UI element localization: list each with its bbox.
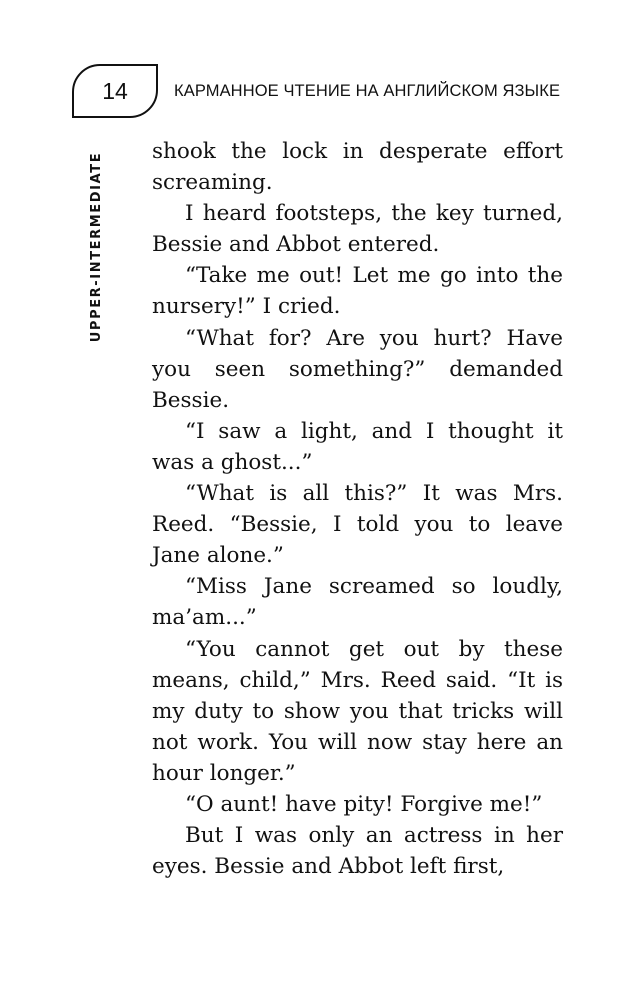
paragraph: “O aunt! have pity! Forgive me!”	[185, 791, 543, 817]
paragraph: “What is all this?” It was Mrs. Reed. “Bessie, I told you to leave Jane alone.”	[152, 481, 563, 569]
paragraph: “What for? Are you hurt? Have you seen something?” demanded Bessie.	[152, 325, 563, 413]
paragraph: “Take me out! Let me go into the nursery!” I cried.	[152, 263, 563, 320]
paragraph: shook the lock in desperate effort screaming.	[152, 139, 563, 196]
running-title: КАРМАННОЕ ЧТЕНИЕ НА АНГЛИЙСКОМ ЯЗЫКЕ	[174, 82, 561, 100]
paragraph: “Miss Jane screamed so loudly, ma’am...”	[152, 574, 563, 631]
page-number: 14	[102, 78, 128, 104]
level-label: UPPER-INTERMEDIATE	[89, 151, 104, 343]
paragraph: “I saw a light, and I thought it was a ghost...”	[152, 418, 563, 475]
paragraph: “You cannot get out by these means, child,” Mrs. Reed said. “It is my duty to show you that tricks will not work. You will now stay here an hour longer.”	[152, 636, 563, 786]
paragraph: But I was only an actress in her eyes. Bessie and Abbot left first,	[152, 823, 563, 880]
page-text	[152, 136, 563, 882]
paragraph: I heard footsteps, the key turned, Bessie and Abbot entered.	[152, 201, 563, 258]
